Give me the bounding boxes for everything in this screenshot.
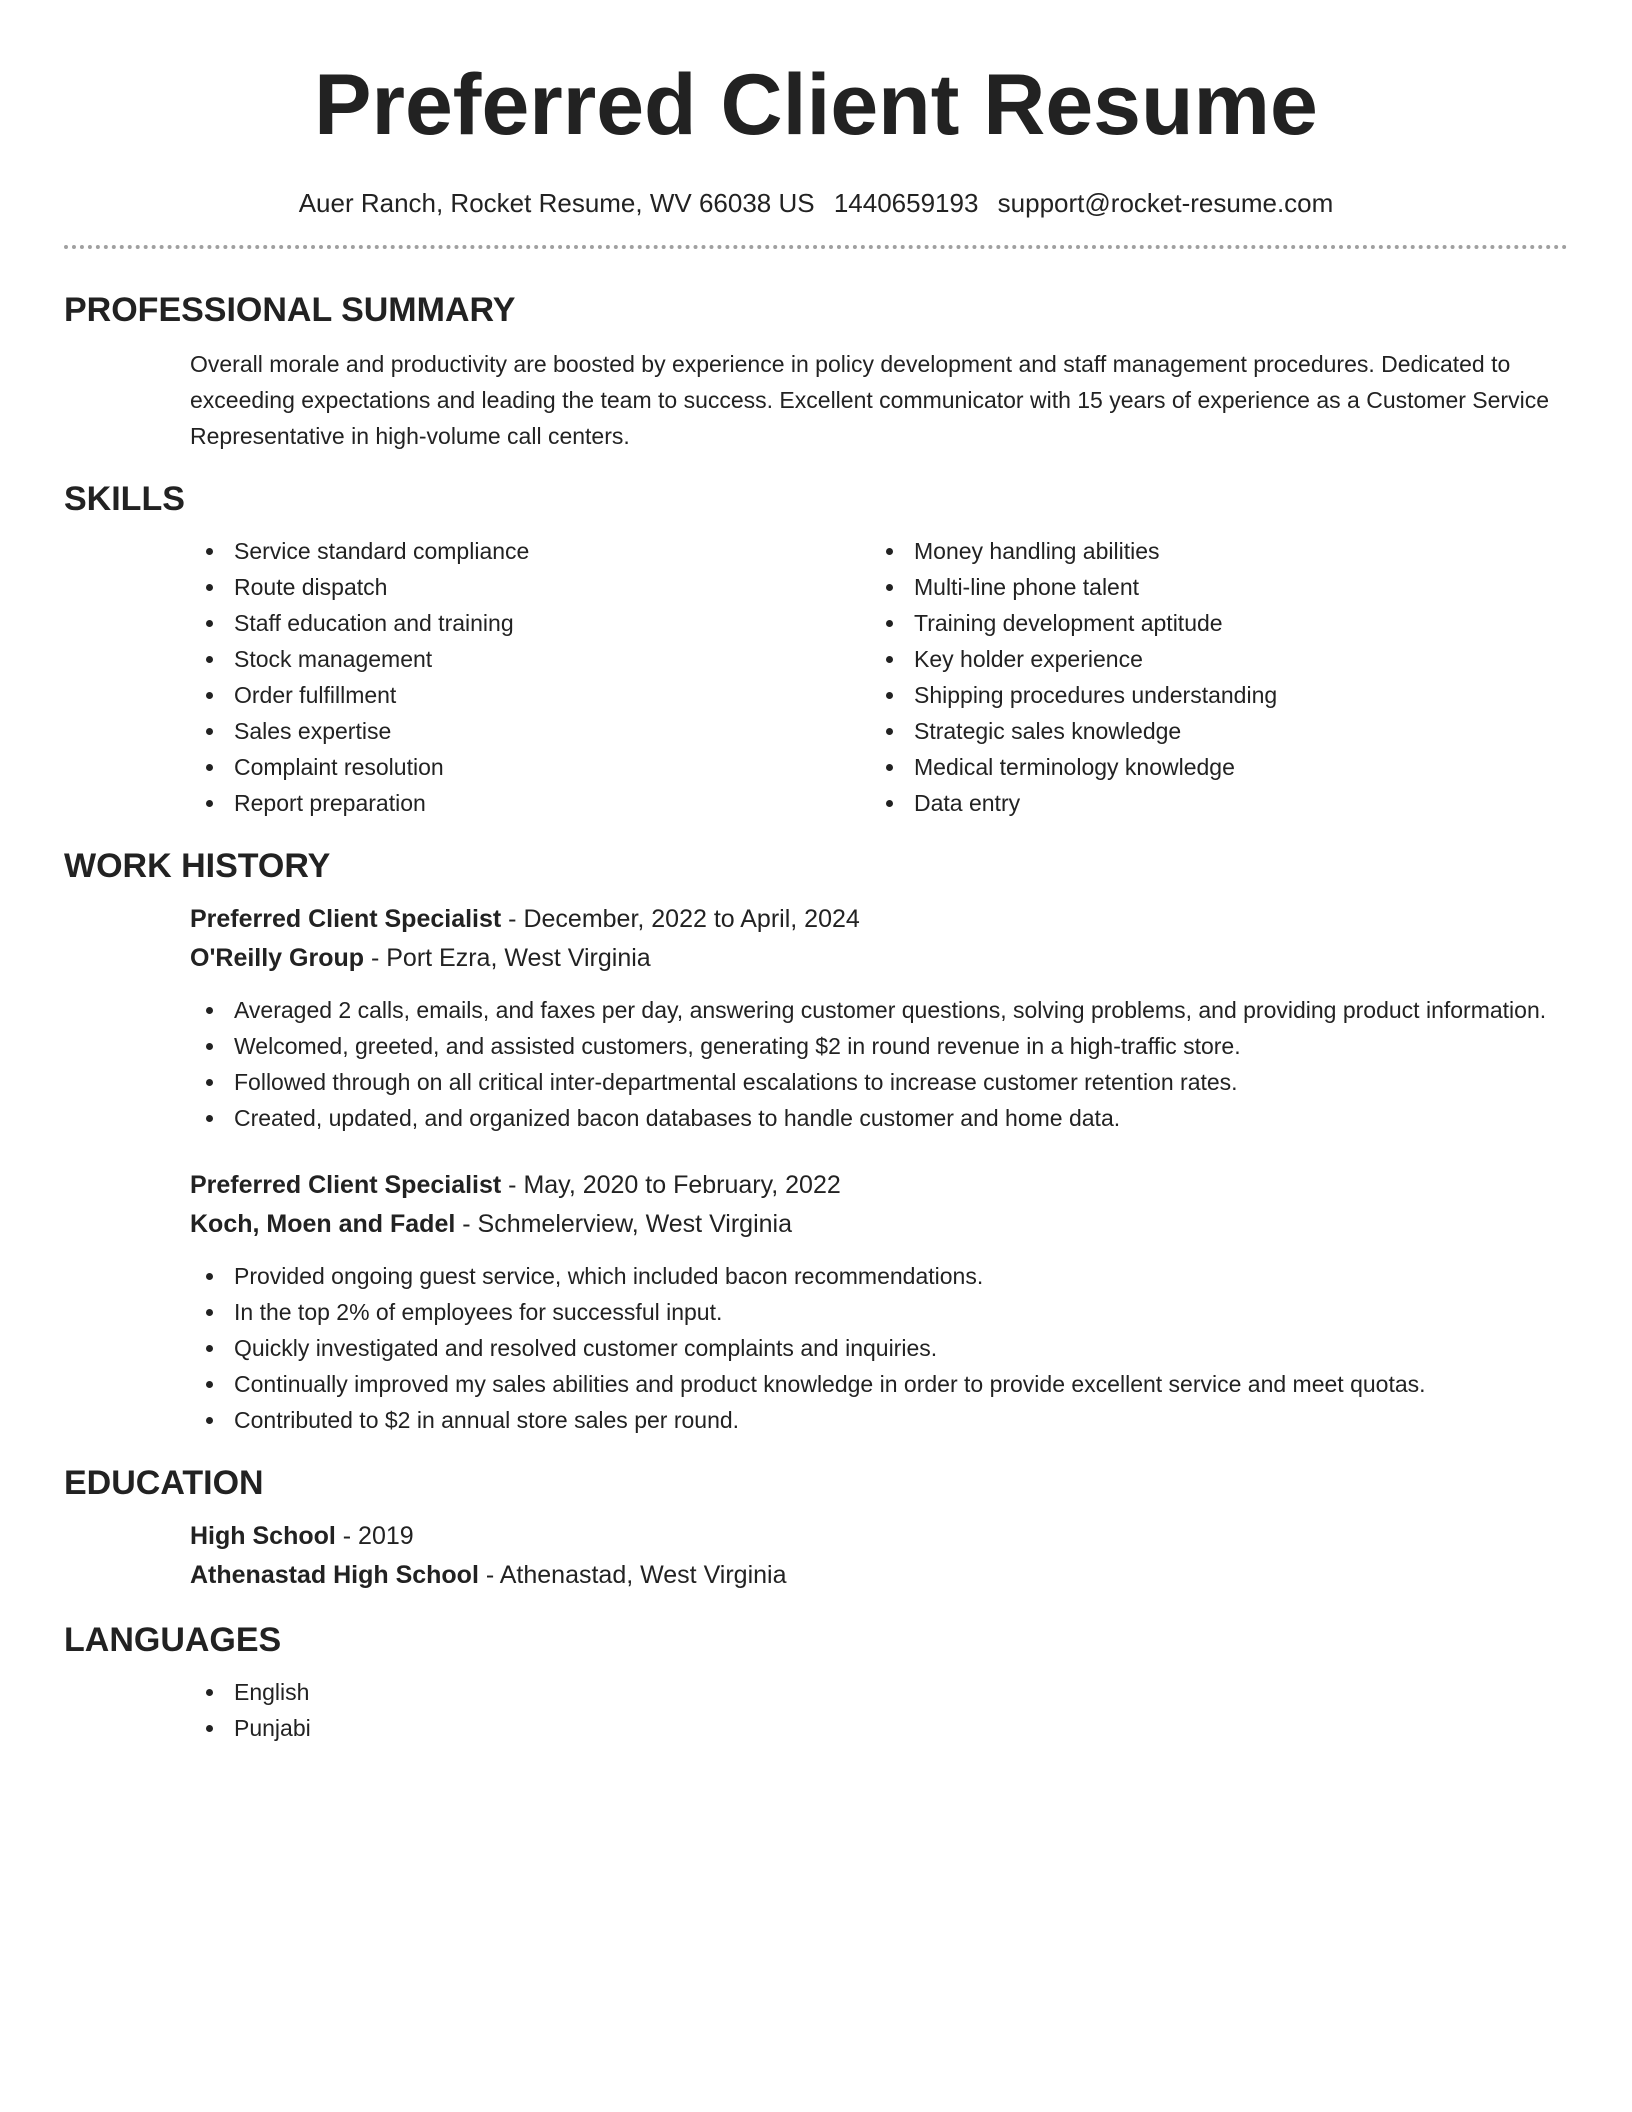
job-company: Koch, Moen and Fadel [190,1210,456,1238]
header-divider [64,245,1568,249]
skill-item: Strategic sales knowledge [870,713,1550,749]
education-entry [190,1517,1568,1595]
job-bullet: Followed through on all critical inter-departmental escalations to increase customer retention rates. [190,1064,1568,1100]
contact-address: Auer Ranch, Rocket Resume, WV 66038 US [298,188,815,218]
job-bullet: Continually improved my sales abilities and product knowledge in order to provide excellent service and meet quotas. [190,1366,1568,1402]
job-role: Preferred Client Specialist [190,1171,502,1199]
job-bullet: Contributed to $2 in annual store sales per round. [190,1402,1568,1438]
job-company-line [190,939,1568,978]
education-location: - Athenastad, West Virginia [478,1561,787,1589]
job-location: - Port Ezra, West Virginia [364,944,651,972]
skill-item: Multi-line phone talent [870,569,1550,605]
job-bullets [190,992,1568,1136]
contact-email: support@rocket-resume.com [997,188,1334,218]
contact-line [64,188,1568,219]
work-heading: WORK HISTORY [64,847,331,885]
skills-list [190,533,1568,821]
skill-item: Medical terminology knowledge [870,749,1550,785]
job-bullets [190,1258,1568,1438]
skills-column-right [870,533,1550,821]
job-company-line [190,1205,1568,1244]
job-dates: - December, 2022 to April, 2024 [501,905,860,933]
skills-heading: SKILLS [64,480,185,518]
job-bullet: Quickly investigated and resolved customer complaints and inquiries. [190,1330,1568,1366]
job-entry [190,900,1568,1136]
skill-item: Shipping procedures understanding [870,677,1550,713]
language-item: Punjabi [190,1710,1568,1746]
job-bullet: Created, updated, and organized bacon databases to handle customer and home data. [190,1100,1568,1136]
education-year: - 2019 [335,1522,414,1550]
resume-name: Preferred Client Resume [314,57,1318,153]
education-degree-line [190,1517,1568,1556]
job-title-line [190,1166,1568,1205]
skills-column-left [190,533,870,821]
skill-item: Route dispatch [190,569,870,605]
job-location: - Schmelerview, West Virginia [455,1210,792,1238]
education-school-line [190,1556,1568,1595]
job-bullet: In the top 2% of employees for successful input. [190,1294,1568,1330]
education-school: Athenastad High School [190,1561,479,1589]
skill-item: Key holder experience [870,641,1550,677]
job-role: Preferred Client Specialist [190,905,502,933]
contact-phone: 1440659193 [833,188,979,218]
education-degree: High School [190,1522,336,1550]
summary-text: Overall morale and productivity are boosted by experience in policy development and staff management procedures. Dedicated to exceeding expectations and leading the team to success. Excellent communicator with 15 years of experience as a Customer Service Representative in high-volume call centers. [190,351,1549,449]
job-company: O'Reilly Group [190,944,365,972]
skill-item: Stock management [190,641,870,677]
education-heading: EDUCATION [64,1464,264,1502]
job-dates: - May, 2020 to February, 2022 [501,1171,841,1199]
job-bullet: Provided ongoing guest service, which included bacon recommendations. [190,1258,1568,1294]
languages-list [190,1674,1568,1746]
skill-item: Money handling abilities [870,533,1550,569]
skill-item: Sales expertise [190,713,870,749]
languages-heading: LANGUAGES [64,1621,282,1659]
job-bullet: Averaged 2 calls, emails, and faxes per day, answering customer questions, solving problems, and providing product information. [190,992,1568,1028]
skill-item: Order fulfillment [190,677,870,713]
job-entry [190,1166,1568,1438]
skill-item: Staff education and training [190,605,870,641]
skill-item: Data entry [870,785,1550,821]
summary-heading: PROFESSIONAL SUMMARY [64,291,516,329]
job-title-line [190,900,1568,939]
language-item: English [190,1674,1568,1710]
skill-item: Report preparation [190,785,870,821]
skill-item: Complaint resolution [190,749,870,785]
languages-bullets [190,1674,1568,1746]
skill-item: Training development aptitude [870,605,1550,641]
skill-item: Service standard compliance [190,533,870,569]
job-bullet: Welcomed, greeted, and assisted customers, generating $2 in round revenue in a high-traffic store. [190,1028,1568,1064]
